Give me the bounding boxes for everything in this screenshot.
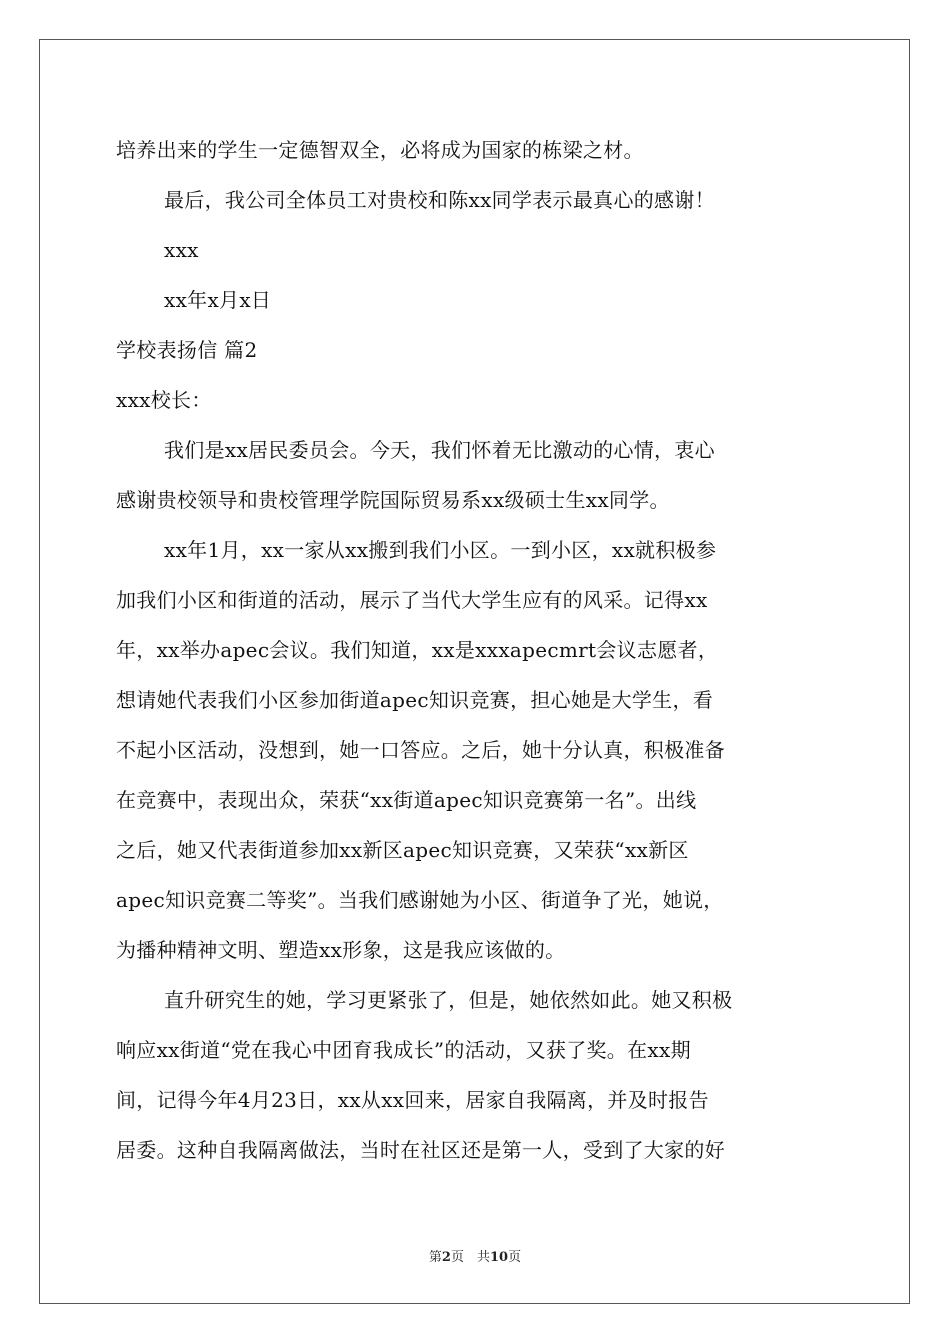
- text-line: xx年1月，xx一家从xx搬到我们小区。一到小区，xx就积极参: [164, 538, 717, 562]
- text-line: 居委。这种自我隔离做法，当时在社区还是第一人，受到了大家的好: [116, 1138, 725, 1162]
- footer-total-pages: 10: [489, 1250, 509, 1265]
- text-line: 不起小区活动，没想到，她一口答应。之后，她十分认真，积极准备: [116, 738, 725, 762]
- signature-name: xxx: [164, 238, 199, 262]
- footer-prefix: 第: [428, 1250, 442, 1265]
- text-line: 培养出来的学生一定德智双全，必将成为国家的栋梁之材。: [116, 138, 644, 162]
- page-footer: [0, 1246, 950, 1265]
- page-border: [39, 39, 910, 1304]
- footer-mid: 页 共: [450, 1250, 490, 1265]
- footer-suffix: 页: [508, 1250, 522, 1265]
- salutation: xxx校长：: [116, 388, 212, 412]
- text-line: 在竞赛中，表现出众，荣获“xx街道apec知识竞赛第一名”。出线: [116, 788, 697, 812]
- text-line: 响应xx街道“党在我心中团育我成长”的活动，又获了奖。在xx期: [116, 1038, 691, 1062]
- text-line: 直升研究生的她，学习更紧张了，但是，她依然如此。她又积极: [164, 988, 733, 1012]
- text-line: 加我们小区和街道的活动，展示了当代大学生应有的风采。记得xx: [116, 588, 708, 612]
- text-line: 间，记得今年4月23日，xx从xx回来，居家自我隔离，并及时报告: [116, 1088, 709, 1112]
- text-line: 之后，她又代表街道参加xx新区apec知识竞赛，又荣获“xx新区: [116, 838, 689, 862]
- text-line: 最后，我公司全体员工对贵校和陈xx同学表示最真心的感谢！: [164, 188, 715, 212]
- text-line: 我们是xx居民委员会。今天，我们怀着无比激动的心情，衷心: [164, 438, 715, 462]
- text-line: 为播种精神文明、塑造xx形象，这是我应该做的。: [116, 938, 566, 962]
- text-line: 年，xx举办apec会议。我们知道，xx是xxxapecmrt会议志愿者，: [116, 638, 719, 662]
- footer-page-number: 2: [441, 1250, 451, 1265]
- text-line: 感谢贵校领导和贵校管理学院国际贸易系xx级硕士生xx同学。: [116, 488, 670, 512]
- text-line: apec知识竞赛二等奖”。当我们感谢她为小区、街道争了光，她说，: [116, 888, 724, 912]
- text-line: 想请她代表我们小区参加街道apec知识竞赛，担心她是大学生，看: [116, 688, 714, 712]
- signature-date: xx年x月x日: [164, 288, 272, 312]
- section-heading: 学校表扬信 篇2: [116, 338, 258, 362]
